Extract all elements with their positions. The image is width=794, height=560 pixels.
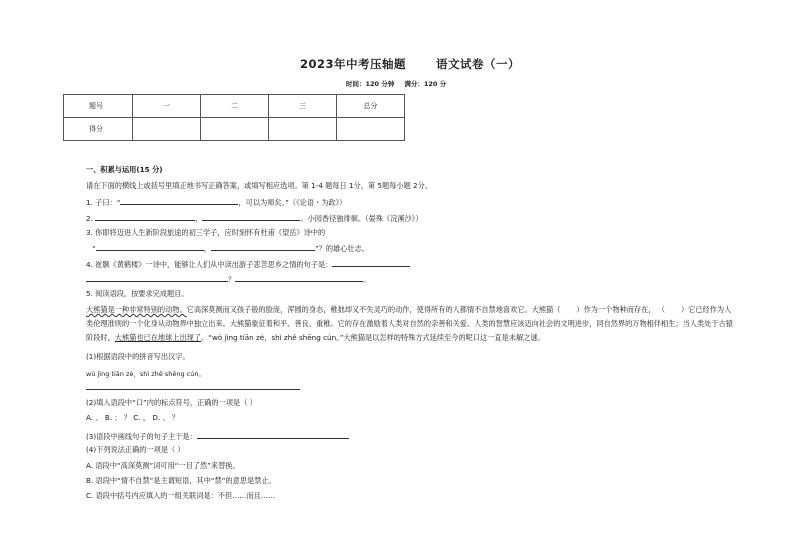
sub-question-2-options: A. 、 B. ； ？ C. ， D. 、 ？ bbox=[86, 413, 180, 422]
question-1-text-a: 1. 子曰：“ bbox=[86, 198, 121, 207]
score-cell[interactable] bbox=[337, 118, 405, 141]
answer-blank[interactable] bbox=[95, 212, 195, 221]
question-2 bbox=[86, 212, 423, 224]
answer-blank[interactable] bbox=[86, 273, 228, 282]
sub-question-1: (1)根据语段中的拼音写出汉字。 bbox=[86, 352, 190, 361]
exam-title-main: 2023年中考压轴题 bbox=[300, 57, 407, 71]
passage-wavy-sentence: 大熊猫是一种非常特别的动物。 bbox=[86, 305, 187, 314]
score-table-score-row bbox=[64, 118, 405, 141]
sub-question-3 bbox=[86, 430, 349, 442]
question-3-text-b: “ bbox=[92, 244, 96, 253]
exam-score: 满分：120 分 bbox=[404, 80, 447, 88]
score-header-cell: 题号 bbox=[64, 95, 133, 118]
exam-meta bbox=[346, 79, 446, 88]
sub-question-2: (2)填入语段中“口”内的标点符号，正确的一项是（ ） bbox=[86, 398, 257, 407]
score-cell[interactable] bbox=[133, 118, 201, 141]
question-4-text-a: 4. 崔颢《黄鹤楼》一诗中，能够让人们从中读出游子悲苦思乡之情的句子是： bbox=[86, 260, 333, 269]
answer-blank[interactable] bbox=[202, 212, 300, 221]
question-3-blanks bbox=[92, 242, 369, 254]
answer-line[interactable] bbox=[86, 389, 300, 390]
question-5: 5. 阅读语段，按要求完成题目。 bbox=[86, 289, 189, 298]
score-cell[interactable] bbox=[269, 118, 337, 141]
question-2-text-b: ， bbox=[195, 214, 203, 223]
option-a: A. 语段中“高深莫测”词可用“一目了然”来替换。 bbox=[86, 461, 240, 470]
passage-text-1: 它高深莫测而又孩子般的脸庞，浑圆的身态，稚拙却又不失灵巧的动作，使得所有的人都情不自禁地喜欢它。大熊猫（ bbox=[186, 305, 561, 314]
passage-text-5: 。“wò jìng tiān zé，shì zhě shēng cún。”大熊猫是以怎样的特殊方式延续至今的呢口这一直是未解之谜。 bbox=[201, 333, 545, 342]
question-1 bbox=[86, 196, 346, 208]
question-4-text-b: ？ bbox=[228, 275, 236, 284]
answer-blank[interactable] bbox=[96, 242, 204, 251]
section-heading: 一、积累与运用(15 分) bbox=[86, 165, 163, 174]
score-cell[interactable] bbox=[201, 118, 269, 141]
passage-text-2: ）作为一个物种而存在， bbox=[576, 305, 656, 314]
reading-passage bbox=[86, 303, 736, 345]
sub-question-4: (4)下列说法正确的一项是（ ） bbox=[86, 445, 185, 454]
exam-time: 时间：120 分钟 bbox=[346, 80, 395, 88]
question-4-blanks bbox=[86, 273, 370, 285]
answer-blank[interactable] bbox=[332, 258, 410, 267]
exam-title-sub: 语文试卷（一） bbox=[436, 57, 521, 71]
score-header-cell: 三 bbox=[269, 95, 337, 118]
passage-text-3: （ bbox=[657, 305, 665, 314]
question-3: 3. 你即将迈进人生新阶段旅途的初三学子，应时刻怀有杜甫《望岳》诗中的 bbox=[86, 228, 326, 237]
score-table-header-row bbox=[64, 95, 405, 118]
sub-question-3-text: (3)语段中画线句子的句子主干是： bbox=[86, 432, 197, 441]
pinyin-line: wù jìng tiān zé，shì zhě shēng cún。 bbox=[86, 370, 205, 378]
question-4-text-c: 。 bbox=[363, 275, 371, 284]
question-3-text-c: ， bbox=[203, 244, 211, 253]
answer-blank[interactable] bbox=[197, 430, 349, 439]
passage-underlined-sentence: 大熊猫也已在地球上出现了 bbox=[114, 333, 202, 342]
question-2-text-a: 2. bbox=[86, 214, 93, 223]
answer-blank[interactable] bbox=[120, 196, 238, 205]
question-2-text-c: 。小园香径独徘徊。（晏殊《浣溪沙》） bbox=[300, 214, 423, 223]
section-intro: 请在下面的横线上或括号里填正地书写正确答案，或填写相应选项。第 1-4 题每日 1分，第 5题每小题 2分。 bbox=[86, 181, 432, 190]
answer-blank[interactable] bbox=[211, 242, 315, 251]
option-c: C. 语段中括号内应填入的一组关联词是：不但……而且…… bbox=[86, 491, 276, 500]
answer-blank[interactable] bbox=[235, 273, 363, 282]
score-header-cell: 二 bbox=[201, 95, 269, 118]
passage-text-4: ）它已经作为人类伦理准则的一个化身从动物界中独立出来。大熊猫象征着和平、善良、重稚。它的存在激励着人类对自然的亲善和关爱。人类的智慧应该迈向社会的文明进步，同自然界的万物相伴相生；当人类处于古猿阶段时， bbox=[86, 305, 733, 342]
score-table bbox=[63, 94, 405, 141]
question-1-text-b: ，可以为师矣。”（《论语・为政》） bbox=[238, 198, 347, 207]
option-b: B. 语段中“情不自禁”是主谓短语，其中“禁”的意思是禁止。 bbox=[86, 476, 276, 485]
question-3-text-d: ”？的雄心壮志。 bbox=[314, 244, 369, 253]
score-header-cell: 一 bbox=[133, 95, 201, 118]
question-4 bbox=[86, 258, 410, 270]
score-header-cell: 总分 bbox=[337, 95, 405, 118]
exam-title bbox=[300, 56, 520, 72]
score-row-label: 得分 bbox=[64, 118, 133, 141]
